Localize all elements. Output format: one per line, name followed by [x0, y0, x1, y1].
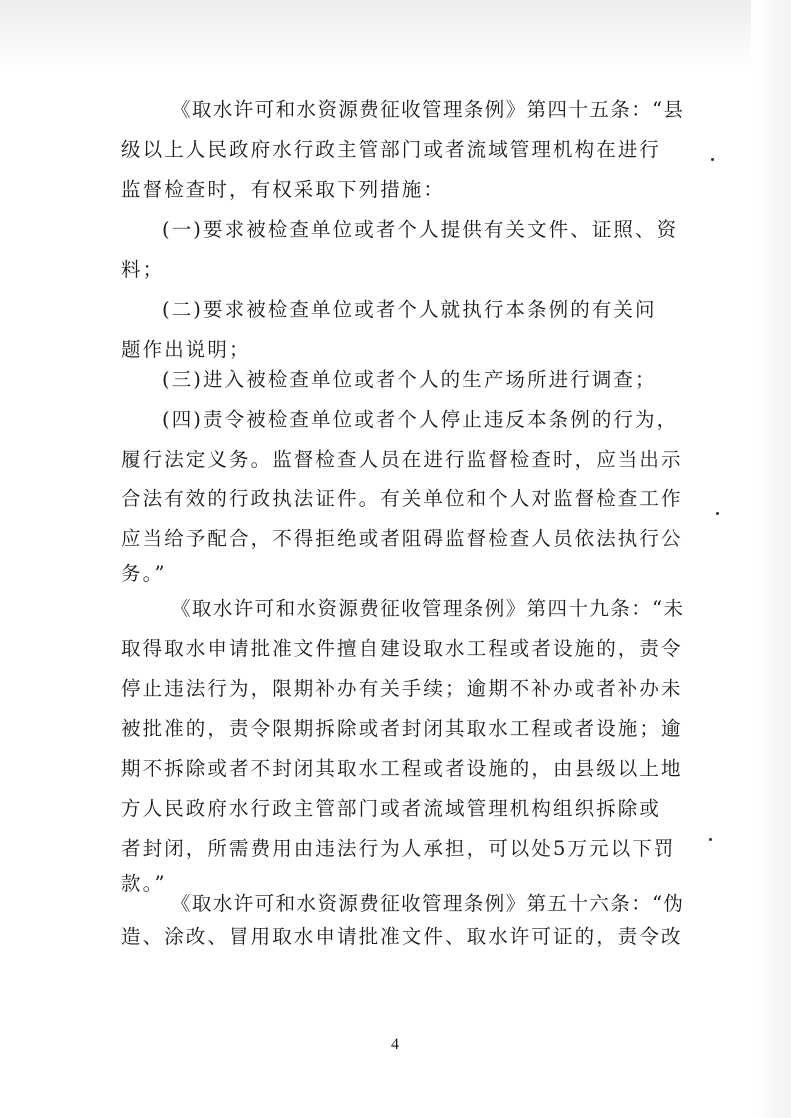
text-line: 停止违法行为，限期补办有关手续；逾期不补办或者补办未 — [121, 677, 683, 700]
text-line: 合法有效的行政执法证件。有关单位和个人对监督检查工作 — [121, 487, 683, 510]
page-number: 4 — [391, 1036, 399, 1053]
text-line: 方人民政府水行政主管部门或者流域管理机构组织拆除或 — [121, 797, 662, 820]
text-line: (一)要求被检查单位或者个人提供有关文件、证照、资 — [162, 218, 679, 241]
text-line: 期不拆除或者不封闭其取水工程或者设施的，由县级以上地 — [121, 757, 683, 780]
scan-speck — [716, 512, 719, 515]
text-line: 者封闭，所需费用由违法行为人承担，可以处5万元以下罚 — [121, 837, 676, 860]
text-line: 款。” — [121, 872, 167, 895]
scan-speck — [709, 838, 712, 841]
text-line: 造、涂改、冒用取水申请批准文件、取水许可证的，责令改 — [121, 925, 683, 948]
text-line: 《取水许可和水资源费征收管理条例》第五十六条：“伪 — [171, 892, 685, 915]
text-line: 题作出说明； — [121, 338, 251, 361]
text-line: 《取水许可和水资源费征收管理条例》第四十九条：“未 — [171, 597, 685, 620]
text-line: 务。” — [121, 562, 167, 585]
text-line: 料； — [121, 258, 165, 281]
text-line: 应当给予配合，不得拒绝或者阻碍监督检查人员依法执行公 — [121, 527, 683, 550]
text-line: (三)进入被检查单位或者个人的生产场所进行调查； — [162, 368, 657, 391]
text-line: 《取水许可和水资源费征收管理条例》第四十五条：“县 — [171, 98, 685, 121]
text-line: 被批准的，责令限期拆除或者封闭其取水工程或者设施；逾 — [121, 717, 683, 740]
text-line: (二)要求被检查单位或者个人就执行本条例的有关问 — [162, 298, 657, 321]
text-line: 取得取水申请批准文件擅自建设取水工程或者设施的，责令 — [121, 637, 683, 660]
text-line: (四)责令被检查单位或者个人停止违反本条例的行为， — [162, 408, 679, 431]
scan-speck — [711, 158, 714, 161]
text-line: 履行法定义务。监督检查人员在进行监督检查时，应当出示 — [121, 448, 683, 471]
text-line: 监督检查时，有权采取下列措施： — [121, 178, 446, 201]
text-line: 级以上人民政府水行政主管部门或者流域管理机构在进行 — [121, 138, 662, 161]
